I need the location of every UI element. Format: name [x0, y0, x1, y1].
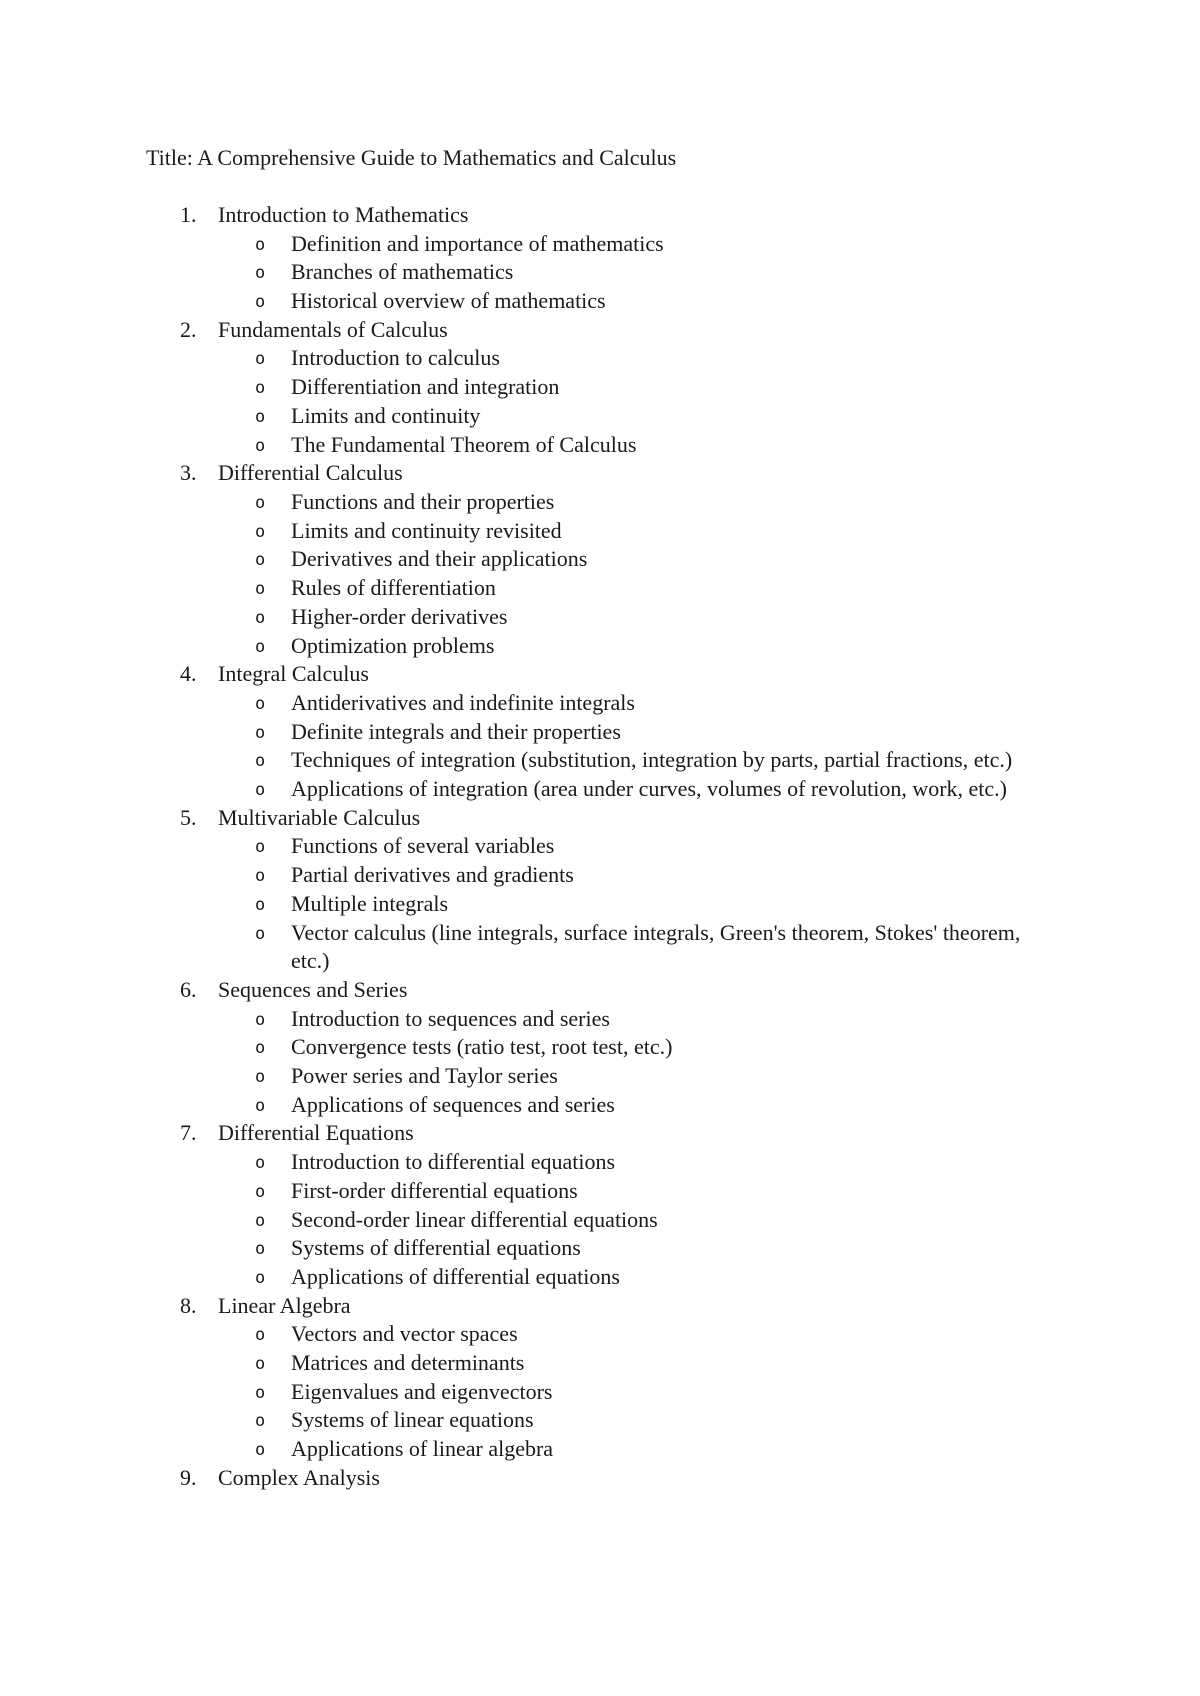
outline-section	[0, 1119, 1200, 1291]
subtopic-text: Definition and importance of mathematics	[291, 230, 664, 256]
subtopic-item	[0, 603, 1200, 632]
subtopic-item	[0, 1177, 1200, 1206]
section-number: 5.	[180, 804, 197, 830]
subtopic-item	[0, 1349, 1200, 1378]
subtopic-list	[0, 230, 1200, 316]
circle-bullet-icon: o	[255, 1153, 266, 1174]
subtopic-item	[0, 517, 1200, 546]
section-heading-row	[0, 1464, 1200, 1493]
circle-bullet-icon: o	[255, 693, 266, 714]
subtopic-item	[0, 402, 1200, 431]
outline-section	[0, 1464, 1200, 1493]
subtopic-text: Introduction to sequences and series	[291, 1005, 610, 1031]
section-heading: Differential Equations	[218, 1120, 414, 1146]
circle-bullet-icon: o	[255, 1210, 266, 1231]
circle-bullet-icon: o	[255, 722, 266, 743]
subtopic-text: Systems of linear equations	[291, 1407, 534, 1433]
circle-bullet-icon: o	[255, 1181, 266, 1202]
subtopic-item	[0, 1378, 1200, 1407]
outline-section	[0, 660, 1200, 804]
circle-bullet-icon: o	[255, 751, 266, 772]
outline-section	[0, 201, 1200, 316]
section-number: 6.	[180, 976, 197, 1002]
subtopic-text: Power series and Taylor series	[291, 1063, 558, 1088]
subtopic-text: Vector calculus (line integrals, surface integrals, Green's theorem, Stokes' theorem, etc.)	[291, 919, 1021, 974]
circle-bullet-icon: o	[255, 636, 266, 657]
subtopic-text: Limits and continuity	[291, 402, 481, 428]
subtopic-item	[0, 919, 1200, 976]
circle-bullet-icon: o	[255, 1038, 266, 1059]
circle-bullet-icon: o	[255, 1382, 266, 1403]
circle-bullet-icon: o	[255, 1325, 266, 1346]
subtopic-text: Vectors and vector spaces	[291, 1321, 518, 1347]
subtopic-item	[0, 1005, 1200, 1034]
circle-bullet-icon: o	[255, 406, 266, 427]
section-heading: Fundamentals of Calculus	[218, 316, 448, 342]
subtopic-text: Applications of linear algebra	[291, 1436, 554, 1462]
subtopic-text: Historical overview of mathematics	[291, 288, 606, 314]
section-number: 4.	[180, 661, 197, 687]
section-heading: Complex Analysis	[218, 1464, 380, 1490]
subtopic-item	[0, 1033, 1200, 1062]
section-heading-row	[0, 201, 1200, 230]
subtopic-item	[0, 689, 1200, 718]
section-heading-row	[0, 660, 1200, 689]
section-number: 7.	[180, 1120, 197, 1146]
outline-section	[0, 804, 1200, 976]
subtopic-text: Eigenvalues and eigenvectors	[291, 1378, 553, 1404]
section-heading: Differential Calculus	[218, 460, 403, 486]
circle-bullet-icon: o	[255, 923, 266, 944]
subtopic-item	[0, 1091, 1200, 1120]
section-number: 2.	[180, 316, 197, 342]
circle-bullet-icon: o	[255, 894, 266, 915]
subtopic-text: Higher-order derivatives	[291, 603, 508, 629]
circle-bullet-icon: o	[255, 607, 266, 628]
subtopic-text: Applications of sequences and series	[291, 1091, 615, 1117]
subtopic-list	[0, 832, 1200, 976]
circle-bullet-icon: o	[255, 1095, 266, 1116]
section-heading-row	[0, 1292, 1200, 1321]
circle-bullet-icon: o	[255, 837, 266, 858]
subtopic-item	[0, 1263, 1200, 1292]
subtopic-text: Second-order linear differential equations	[291, 1206, 658, 1232]
subtopic-text: Partial derivatives and gradients	[291, 862, 574, 888]
subtopic-item	[0, 1435, 1200, 1464]
subtopic-text: Functions and their properties	[291, 488, 555, 514]
circle-bullet-icon: o	[255, 292, 266, 313]
subtopic-text: Applications of integration (area under curves, volumes of revolution, work, etc.)	[291, 776, 1007, 801]
circle-bullet-icon: o	[255, 550, 266, 571]
section-heading: Introduction to Mathematics	[218, 202, 469, 227]
subtopic-list	[0, 488, 1200, 660]
subtopic-item	[0, 718, 1200, 747]
subtopic-text: Introduction to calculus	[291, 345, 500, 371]
subtopic-item	[0, 258, 1200, 287]
subtopic-item	[0, 1406, 1200, 1435]
subtopic-text: The Fundamental Theorem of Calculus	[291, 431, 637, 457]
section-number: 9.	[180, 1464, 197, 1490]
subtopic-item	[0, 431, 1200, 460]
circle-bullet-icon: o	[255, 1440, 266, 1461]
subtopic-item	[0, 1320, 1200, 1349]
outline-section	[0, 459, 1200, 660]
section-number: 3.	[180, 460, 197, 486]
subtopic-item	[0, 775, 1200, 804]
outline-list	[0, 201, 1200, 1493]
subtopic-item	[0, 890, 1200, 919]
outline-section	[0, 976, 1200, 1120]
circle-bullet-icon: o	[255, 435, 266, 456]
section-heading: Sequences and Series	[218, 976, 408, 1002]
subtopic-item	[0, 344, 1200, 373]
circle-bullet-icon: o	[255, 349, 266, 370]
section-heading: Multivariable Calculus	[218, 804, 421, 830]
subtopic-list	[0, 1148, 1200, 1292]
subtopic-list	[0, 689, 1200, 804]
subtopic-list	[0, 1005, 1200, 1120]
subtopic-text: Systems of differential equations	[291, 1235, 581, 1261]
circle-bullet-icon: o	[255, 780, 266, 800]
subtopic-text: Antiderivatives and indefinite integrals	[291, 689, 635, 715]
circle-bullet-icon: o	[255, 1009, 266, 1030]
subtopic-item	[0, 287, 1200, 316]
subtopic-item	[0, 1062, 1200, 1091]
subtopic-text: Definite integrals and their properties	[291, 718, 621, 744]
subtopic-text: Derivatives and their applications	[291, 546, 588, 572]
subtopic-text: First-order differential equations	[291, 1177, 578, 1203]
subtopic-text: Techniques of integration (substitution, integration by parts, partial fractions, etc.)	[291, 747, 1013, 773]
section-number: 8.	[180, 1292, 197, 1318]
section-heading: Linear Algebra	[218, 1292, 351, 1318]
subtopic-item	[0, 1148, 1200, 1177]
subtopic-item	[0, 746, 1200, 775]
section-heading-row	[0, 459, 1200, 488]
section-heading: Integral Calculus	[218, 661, 369, 687]
subtopic-text: Functions of several variables	[291, 833, 555, 859]
circle-bullet-icon: o	[255, 234, 266, 255]
subtopic-text: Branches of mathematics	[291, 259, 514, 285]
circle-bullet-icon: o	[255, 1239, 266, 1260]
section-heading-row	[0, 804, 1200, 833]
circle-bullet-icon: o	[255, 1067, 266, 1087]
subtopic-item	[0, 545, 1200, 574]
section-heading-row	[0, 976, 1200, 1005]
subtopic-text: Limits and continuity revisited	[291, 517, 562, 543]
subtopic-item	[0, 230, 1200, 259]
section-heading-row	[0, 1119, 1200, 1148]
outline-section	[0, 1292, 1200, 1464]
subtopic-text: Differentiation and integration	[291, 374, 560, 400]
subtopic-text: Introduction to differential equations	[291, 1149, 616, 1175]
subtopic-item	[0, 574, 1200, 603]
subtopic-item	[0, 373, 1200, 402]
subtopic-list	[0, 1320, 1200, 1464]
subtopic-list	[0, 344, 1200, 459]
circle-bullet-icon: o	[255, 866, 266, 887]
subtopic-text: Rules of differentiation	[291, 575, 496, 601]
subtopic-text: Multiple integrals	[291, 890, 449, 916]
subtopic-text: Matrices and determinants	[291, 1350, 525, 1375]
document-title: Title: A Comprehensive Guide to Mathematics and Calculus	[146, 145, 677, 170]
subtopic-item	[0, 1234, 1200, 1263]
circle-bullet-icon: o	[255, 492, 266, 513]
subtopic-text: Convergence tests (ratio test, root test, etc.)	[291, 1034, 673, 1060]
subtopic-text: Applications of differential equations	[291, 1263, 620, 1289]
circle-bullet-icon: o	[255, 579, 266, 600]
circle-bullet-icon: o	[255, 1411, 266, 1432]
subtopic-text: Optimization problems	[291, 632, 495, 658]
subtopic-item	[0, 832, 1200, 861]
subtopic-item	[0, 861, 1200, 890]
circle-bullet-icon: o	[255, 521, 266, 542]
subtopic-item	[0, 632, 1200, 661]
section-number: 1.	[180, 202, 197, 227]
circle-bullet-icon: o	[255, 263, 266, 284]
circle-bullet-icon: o	[255, 1354, 266, 1374]
outline-section	[0, 316, 1200, 460]
subtopic-item	[0, 1206, 1200, 1235]
circle-bullet-icon: o	[255, 1267, 266, 1288]
section-heading-row	[0, 316, 1200, 345]
subtopic-item	[0, 488, 1200, 517]
circle-bullet-icon: o	[255, 378, 266, 399]
